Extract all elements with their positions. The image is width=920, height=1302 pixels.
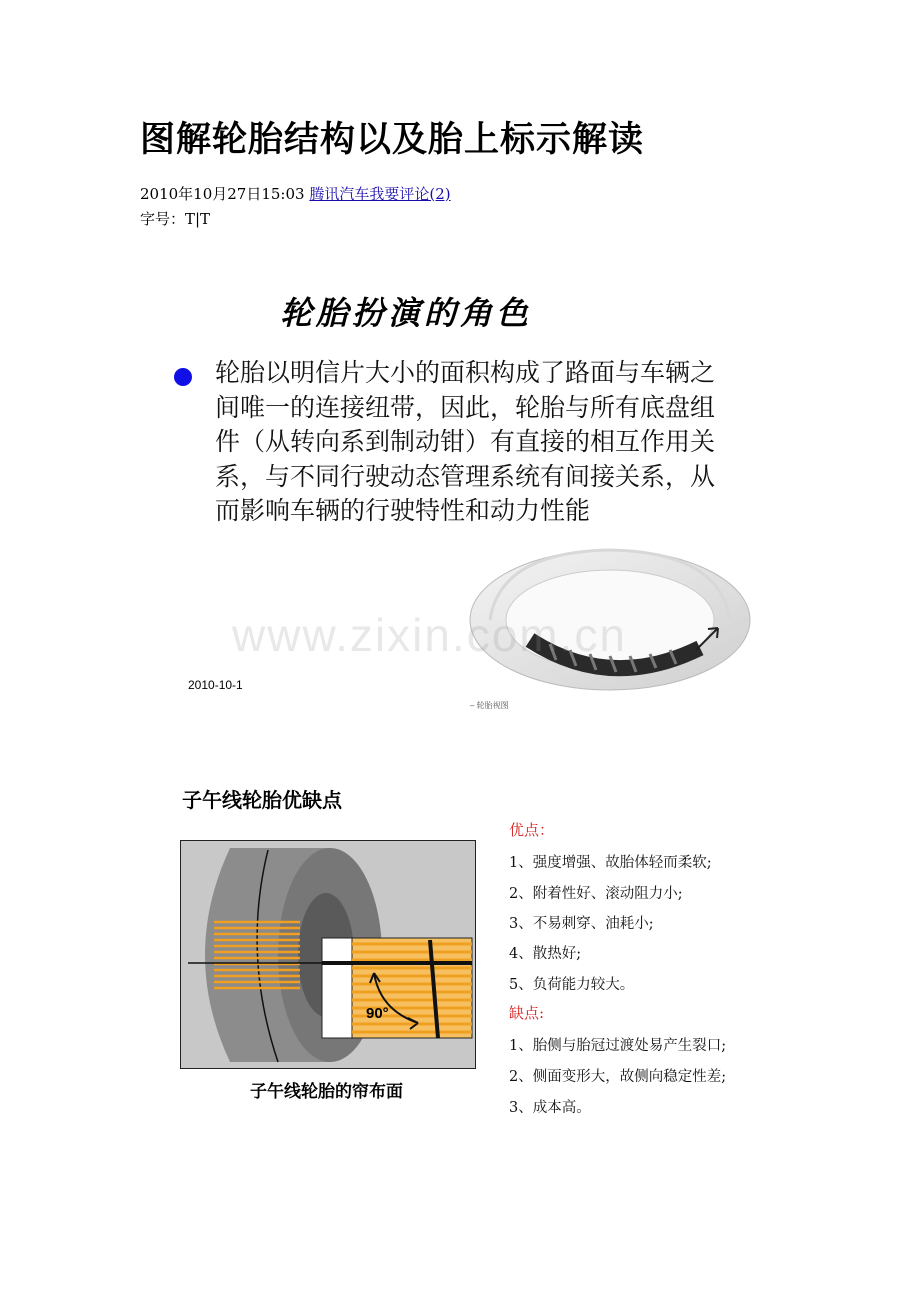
pros-item: 1、强度增强、故胎体轻而柔软; <box>509 855 712 871</box>
radial-tire-diagram <box>180 840 476 1070</box>
cons-item: 3、成本高。 <box>509 1100 591 1116</box>
pros-item: 4、散热好; <box>509 946 582 962</box>
watermark-text: www.zixin.com.cn <box>232 609 627 661</box>
cons-item: 2、侧面变形大，故侧向稳定性差; <box>509 1069 727 1085</box>
page-title: 图解轮胎结构以及胎上标示解读 <box>140 120 645 160</box>
pros-item: 2、附着性好、滚动阻力小; <box>509 886 683 902</box>
source-comment-link[interactable]: 腾讯汽车我要评论(2) <box>309 185 451 203</box>
font-size-switch[interactable]: 字号：T|T <box>140 210 211 228</box>
slide-body-text: 轮胎以明信片大小的面积构成了路面与车辆之间唯一的连接纽带，因此，轮胎与所有底盘组件（从转向系到制动钳）有直接的相互作用关系，与不同行驶动态管理系统有间接关系，从而影响车辆的行驶特性和动力性能 <box>215 358 716 525</box>
slide-date: 2010-10-1 <box>188 678 243 692</box>
tire-role-slide <box>160 270 760 720</box>
pros-item: 3、不易刺穿、油耗小; <box>509 916 654 932</box>
cons-item: 1、胎侧与胎冠过渡处易产生裂口; <box>509 1038 727 1054</box>
section-title: 子午线轮胎优缺点 <box>182 788 342 812</box>
figure-caption: 子午线轮胎的帘布面 <box>250 1082 403 1102</box>
pros-heading: 优点： <box>509 821 555 839</box>
angle-label: 90° <box>366 1005 389 1022</box>
cons-heading: 缺点: <box>509 1004 545 1022</box>
article-meta <box>140 183 451 204</box>
publish-datetime: 2010年10月27日15:03 <box>140 185 305 203</box>
pros-item: 5、负荷能力较大。 <box>509 977 635 993</box>
bullet-dot-icon <box>174 368 192 386</box>
slide-title: 轮胎扮演的角色 <box>280 294 533 332</box>
slide-caption: – 轮胎视图 <box>470 701 509 710</box>
